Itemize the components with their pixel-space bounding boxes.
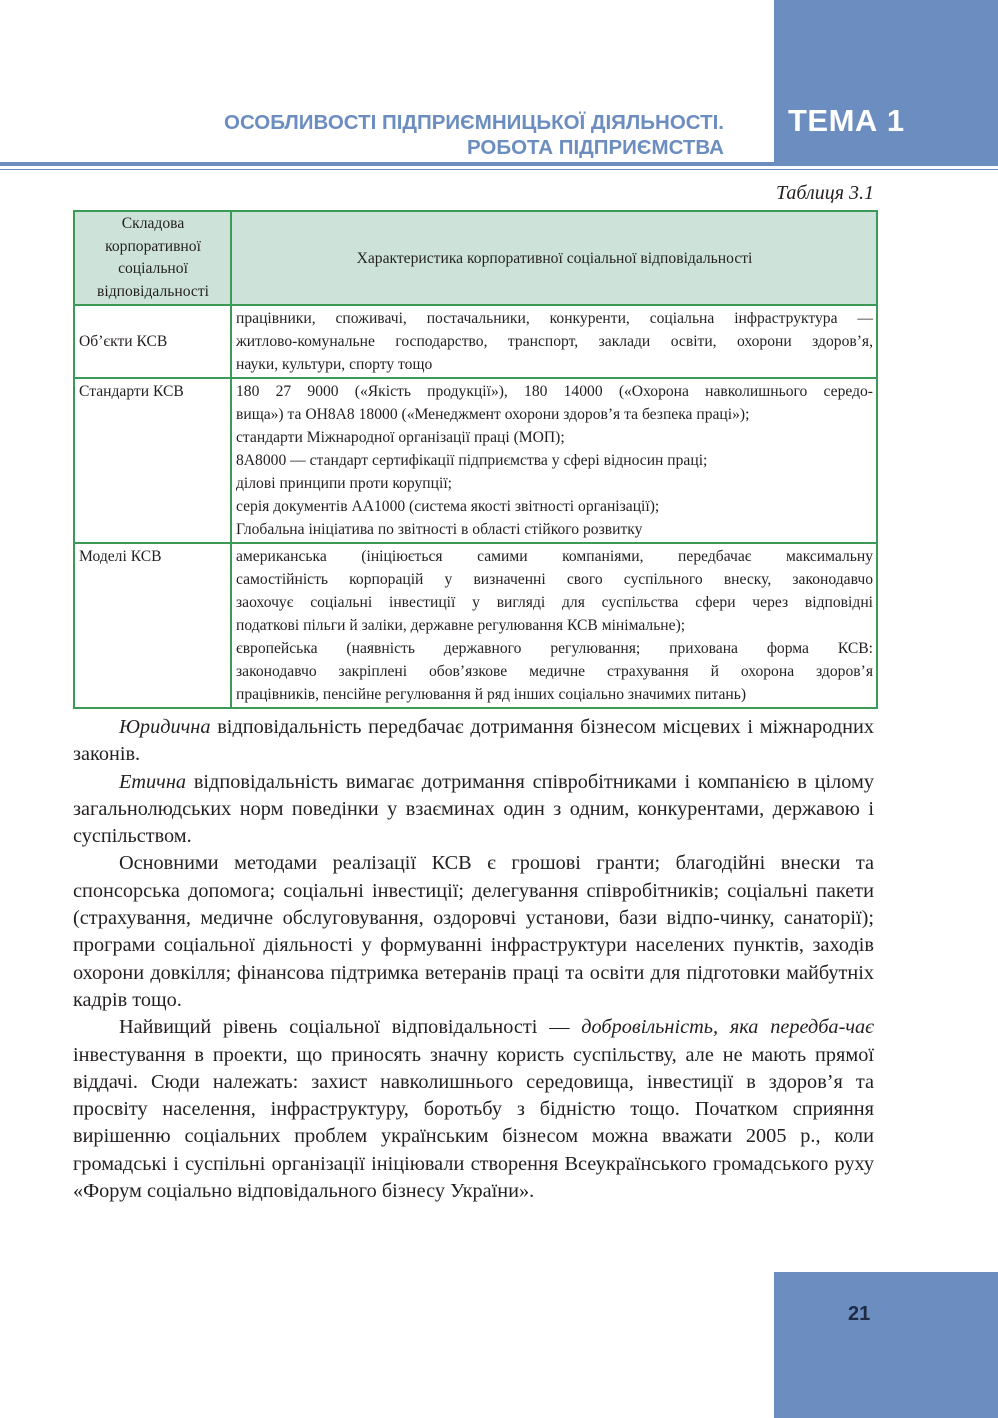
page-number-box [774, 1272, 998, 1418]
description-line: податкові пільги й заліки, державне регулювання КСВ мінімальне); [236, 617, 686, 634]
paragraph-highest-level-text: інвестування в проекти, що приносять значну користь суспільству, але не мають прямої віддачі. Сюди належать: захист навколишнього середовища, інвестиції в здоров’я та просвіту населення, інфраструктуру, боротьбу з бідністю тощо. Початком сприяння вирішенню соціальних проблем українським бізнесом можна вважати 2005 р., коли громадські і суспільні організації ініціювали створення Всеукраїнського громадського руху «Форум соціально відповідального бізнесу України». [73, 1043, 874, 1203]
tema-label: ТЕМА 1 [788, 103, 905, 138]
description-line: працівників, пенсійне регулювання й ряд інших соціально значимих питань) [236, 686, 747, 703]
table-row [74, 305, 877, 378]
row-description [231, 378, 877, 543]
header-rule-thick [0, 162, 998, 166]
header-cell-characteristic: Характеристика корпоративної соціальної відповідальності [231, 211, 877, 305]
description-line: законодавчо закріплені обов’язкове медичне страхування й охорона здоров’я [236, 663, 873, 680]
row-component-objects: Об’єкти КСВ [74, 305, 231, 378]
description-line: заохочує соціальні інвестиції у вигляді для суспільства сфери через відповідні [236, 594, 873, 611]
description-line: працівники, споживачі, постачальники, конкуренти, соціальна інфраструктура — [236, 310, 873, 327]
table-row [74, 378, 877, 543]
header-col1-line: корпоративної [105, 237, 201, 255]
row-component-models: Моделі КСВ [74, 543, 231, 708]
paragraph-legal [73, 714, 874, 769]
row-description [231, 305, 877, 378]
paragraph-highest-level [73, 1014, 874, 1205]
chapter-title [224, 110, 724, 160]
description-line: вища») та ОН8А8 18000 («Менеджмент охорони здоров’я та безпека праці»); [236, 406, 750, 423]
paragraph-ethical-text: відповідальність вимагає дотримання співробітниками і компанією в цілому загальнолюдських норм поведінки у взаєминах один з одним, конкурентами, державою і суспільством. [73, 770, 874, 848]
header-col1-line: Складова [121, 215, 185, 232]
header-cell-component [74, 211, 231, 305]
chapter-title-line-2: РОБОТА ПІДПРИЄМСТВА [466, 136, 724, 159]
header-col1-line: соціальної [118, 260, 188, 277]
description-line: 8А8000 — стандарт сертифікації підприємства у сфері відносин праці; [236, 452, 708, 469]
description-line: стандарти Міжнародної організації праці (МОП); [236, 429, 565, 446]
description-line: житлово-комунальне господарство, транспорт, заклади освіти, охорони здоров’я, [236, 333, 873, 350]
description-line: ділові принципи проти корупції; [236, 475, 452, 492]
description-line: європейська (наявність державного регулювання; прихована форма КСВ: [236, 640, 873, 657]
body-text [73, 714, 874, 1205]
description-line: серія документів АА1000 (система якості звітності організації); [236, 498, 660, 515]
description-line: 180 27 9000 («Якість продукції»), 180 14000 («Охорона навколишнього середо- [236, 383, 873, 400]
table-row [74, 543, 877, 708]
description-line: американська (ініціюється самими компаніями, передбачає максимальну [236, 548, 873, 565]
header-rule-thin [0, 169, 998, 170]
paragraph-ethical [73, 769, 874, 851]
description-line: Глобальна ініціатива по звітності в області стійкого розвитку [236, 521, 643, 538]
row-component-standards: Стандарти КСВ [74, 378, 231, 543]
row-description [231, 543, 877, 708]
page-number: 21 [848, 1303, 871, 1325]
header-col1-line: відповідальності [97, 282, 209, 300]
paragraph-legal-text: відповідальність передбачає дотримання бізнесом місцевих і міжнародних законів. [73, 716, 874, 766]
table-header-row [74, 211, 877, 305]
chapter-title-line-1: ОСОБЛИВОСТІ ПІДПРИЄМНИЦЬКОЇ ДІЯЛЬНОСТІ. [224, 111, 724, 134]
table-caption: Таблиця 3.1 [776, 182, 874, 204]
term-voluntariness: добровільність, яка передба-чає [581, 1016, 874, 1039]
term-ethical: Етична [119, 770, 187, 793]
description-line: науки, культури, спорту тощо [236, 356, 433, 373]
ksv-table [73, 210, 878, 709]
paragraph-highest-level-start: Найвищий рівень соціальної відповідальності — [119, 1016, 582, 1039]
paragraph-methods: Основними методами реалізації КСВ є грошові гранти; благодійні внески та спонсорська допомога; соціальні інвестиції; делегування співробітників; соціальні пакети (страхування, медичне обслуговування, оздоровчі установи, бази відпо-чинку, санаторії); програми соціальної діяльності у формуванні інфраструктури населених пунктів, заходів охорони довкілля; фінансова підтримка ветеранів праці та освіти для підготовки майбутніх кадрів тощо. [73, 852, 874, 1011]
description-line: самостійність корпорацій у визначенні свого суспільного внеску, законодавчо [236, 571, 873, 588]
term-legal: Юридична [119, 716, 211, 738]
